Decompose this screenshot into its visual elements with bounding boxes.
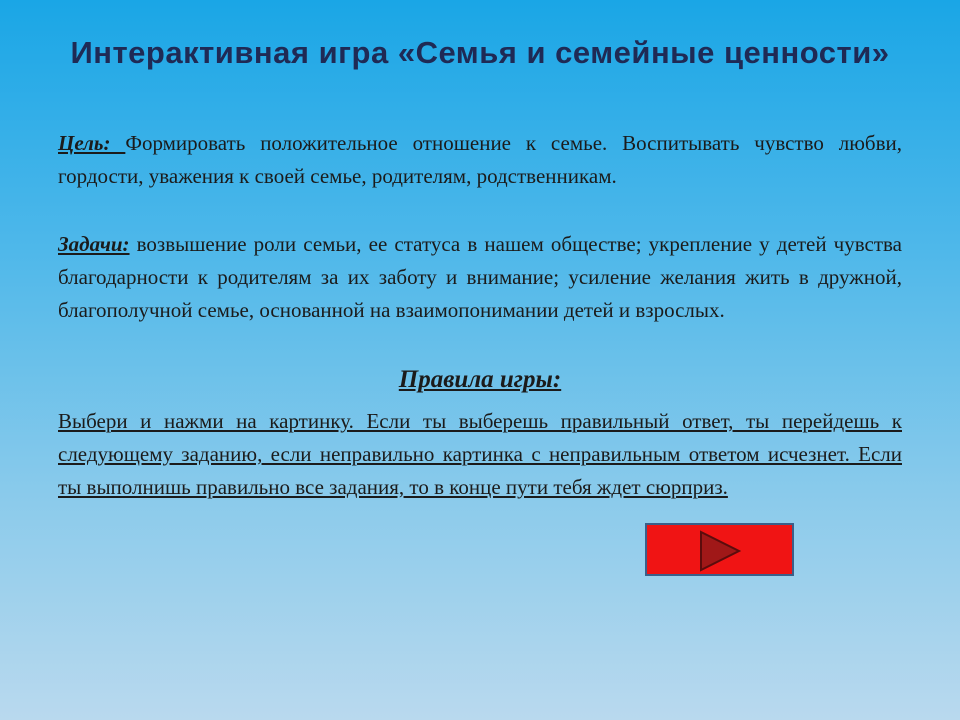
slide-title: Интерактивная игра «Семья и семейные ценности»: [70, 35, 890, 70]
rules-text: Выбери и нажми на картинку. Если ты выберешь правильный ответ, ты перейдешь к следующему заданию, если неправильно картинка с неправильным ответом исчезнет. Если ты выполнишь правильно все задания, то в конце пути тебя ждет сюрприз.: [58, 409, 902, 499]
goal-text: Формировать положительное отношение к семье. Воспитывать чувство любви, гордости, уважения к своей семье, родителям, родственникам.: [58, 131, 902, 188]
goal-label: Цель:: [58, 131, 126, 155]
next-button[interactable]: [645, 523, 794, 576]
tasks-text: возвышение роли семьи, ее статуса в нашем обществе; укрепление у детей чувства благодарности к родителям за их заботу и внимание; усиление желания жить в дружной, благополучной семье, основанной на взаимопонимании детей и взрослых.: [58, 232, 902, 322]
tasks-paragraph: [58, 228, 902, 327]
rules-heading: Правила игры:: [398, 366, 562, 393]
tasks-label: Задачи:: [58, 232, 130, 256]
goal-paragraph: [58, 127, 902, 193]
play-arrow-icon: [697, 529, 743, 573]
